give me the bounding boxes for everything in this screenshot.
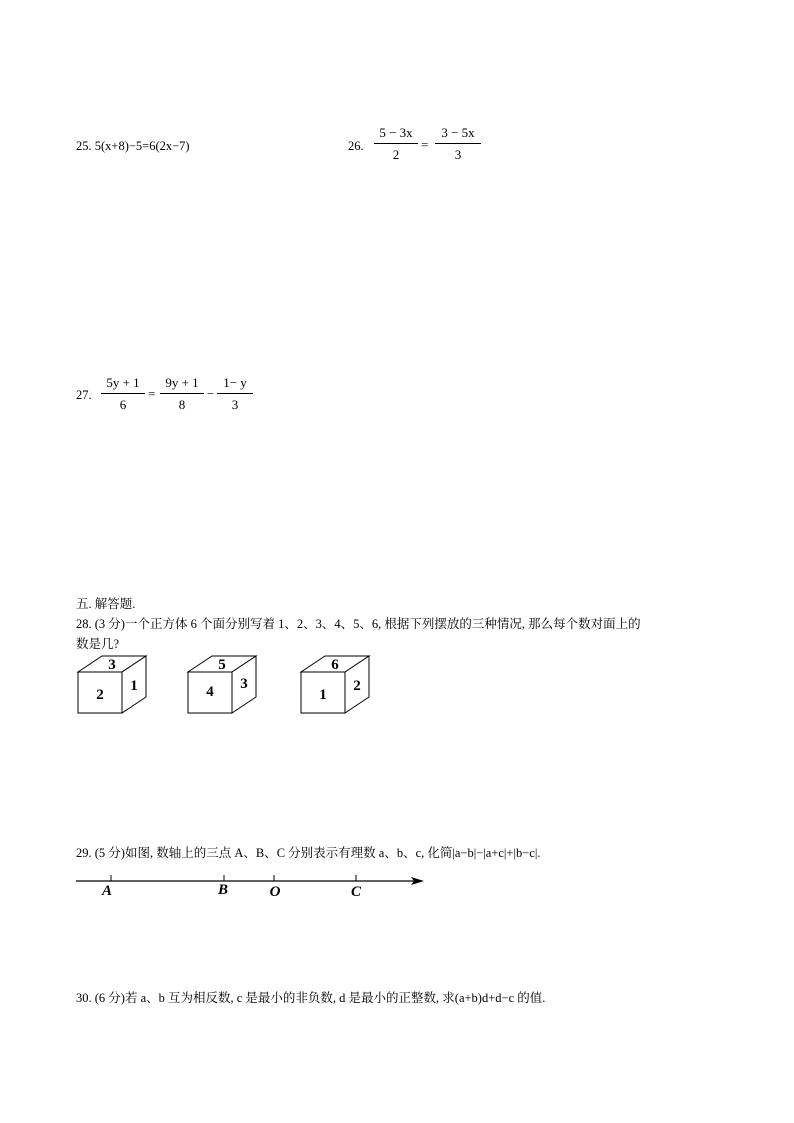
question-30: 30. (6 分)若 a、b 互为相反数, c 是最小的非负数, d 是最小的正整数, 求(a+b)d+d−c 的值. [76,991,546,1005]
cube-front-number: 4 [206,684,214,700]
numerator: 5 − 3x [374,125,418,144]
point-label-a: A [101,883,113,899]
cube-front-number: 1 [319,687,327,703]
question-27-label: 27. [76,388,92,402]
denominator: 3 [454,147,462,162]
question-28-line1: 28. (3 分)一个正方体 6 个面分别写着 1、2、3、4、5、6, 根据下列摆放的三种情况, 那么每个数对面上的 [76,617,641,631]
cube-top-number: 5 [218,657,226,673]
cube-side-number: 2 [353,678,361,694]
denominator: 6 [119,397,127,412]
section-title: 五. 解答题. [76,597,136,611]
cube-front-number: 2 [96,687,104,703]
cube-top-number: 6 [331,657,339,673]
number-line [74,870,430,904]
cube-top-number: 3 [108,657,116,673]
equals-sign: = [421,137,429,152]
numerator: 1− y [217,375,253,394]
question-28-line2: 数是几? [76,637,120,651]
minus-sign: − [207,386,215,401]
fraction-rhs [435,125,481,163]
denominator: 3 [231,397,239,412]
question-29: 29. (5 分)如图, 数轴上的三点 A、B、C 分别表示有理数 a、b、c, 化简|a−b|−|a+c|+|b−c|. [76,846,541,860]
denominator: 2 [392,147,400,162]
point-label-b: B [217,882,229,898]
question-26-label: 26. [348,139,364,153]
equals-sign: = [148,386,156,401]
fraction-b [160,375,204,413]
fraction-a [101,375,145,413]
cube-figure-3 [299,654,375,716]
cube-figure-2 [186,654,262,716]
question-25: 25. 5(x+8)−5=6(2x−7) [76,139,190,153]
denominator: 8 [178,397,186,412]
cube-side-number: 1 [130,678,138,694]
point-label-c: C [350,884,362,900]
numerator: 5y + 1 [101,375,145,394]
point-label-o: O [269,884,281,900]
cube-figure-1 [76,654,152,716]
numerator: 9y + 1 [160,375,204,394]
cube-side-number: 3 [240,676,248,692]
fraction-lhs [374,125,418,163]
fraction-c [217,375,253,413]
numerator: 3 − 5x [435,125,481,144]
